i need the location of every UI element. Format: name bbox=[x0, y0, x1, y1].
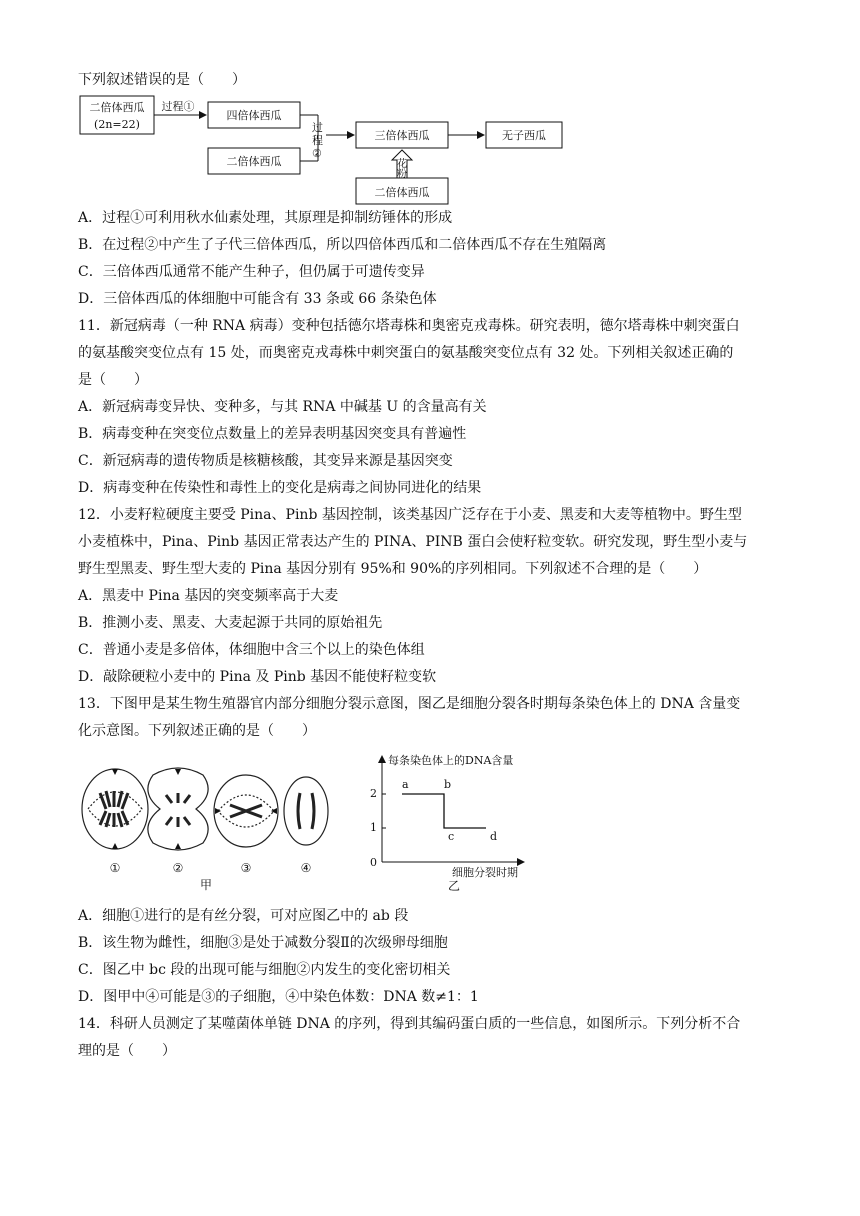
q12-stem-line2: 小麦植株中，Pina、Pinb 基因正常表达产生的 PINA、PINB 蛋白会使籽粒变软。研究发现，野生型小麦与 bbox=[78, 534, 748, 550]
q12-option-b: B．推测小麦、黑麦、大麦起源于共同的原始祖先 bbox=[78, 615, 383, 631]
process1-label: 过程① bbox=[161, 100, 195, 113]
q13-stem-line1: 13．下图甲是某生物生殖器官内部分细胞分裂示意图，图乙是细胞分裂各时期每条染色体上的 DNA 含量变 bbox=[78, 696, 741, 712]
pollen-char2: 粉 bbox=[397, 169, 407, 180]
point-label-d: d bbox=[490, 830, 498, 843]
pollen-char1: 花 bbox=[397, 159, 407, 170]
cell-3-chromosomes bbox=[230, 805, 262, 817]
q12-stem-line1: 12．小麦籽粒硬度主要受 Pina、Pinb 基因控制，该类基因广泛存在于小麦、黑麦和大麦等植物中。野生型 bbox=[78, 507, 742, 523]
q11-stem-line2: 的氨基酸突变位点有 15 处，而奥密克戎毒株中刺突蛋白的氨基酸突变位点有 32 处。下列相关叙述正确的 bbox=[78, 345, 734, 361]
dna-content-line bbox=[402, 794, 486, 828]
q12-stem-line3: 野生型黑麦、野生型大麦的 Pina 基因分别有 95%和 90%的序列相同。下列叙述不合理的是（ ） bbox=[78, 561, 708, 577]
cell-2-label: ② bbox=[172, 861, 184, 875]
q11-option-b: B．病毒变种在突变位点数量上的差异表明基因突变具有普遍性 bbox=[78, 426, 467, 442]
q10-option-b: B．在过程②中产生了子代三倍体西瓜，所以四倍体西瓜和二倍体西瓜不存在生殖隔离 bbox=[78, 237, 607, 253]
cell-1-label: ① bbox=[109, 861, 121, 875]
q13-option-d: D．图甲中④可能是③的子细胞，④中染色体数：DNA 数≠1：1 bbox=[78, 989, 479, 1005]
process2-char3: ② bbox=[312, 147, 322, 160]
cell-2-chromosomes-top bbox=[166, 793, 190, 803]
figure-yi-label: 乙 bbox=[447, 879, 461, 892]
polyploid-breeding-diagram bbox=[78, 92, 568, 206]
q11-stem-line3: 是（ ） bbox=[78, 372, 148, 388]
q13-stem-line2: 化示意图。下列叙述正确的是（ ） bbox=[78, 723, 316, 739]
q10-option-c: C．三倍体西瓜通常不能产生种子，但仍属于可遗传变异 bbox=[78, 264, 425, 280]
cell-4-membrane bbox=[284, 777, 328, 845]
seedless-label: 无子西瓜 bbox=[502, 129, 546, 142]
point-label-b: b bbox=[444, 778, 452, 791]
cell-3-label: ③ bbox=[240, 861, 252, 875]
q10-option-d: D．三倍体西瓜的体细胞中可能含有 33 条或 66 条染色体 bbox=[78, 291, 437, 307]
q11-option-c: C．新冠病毒的遗传物质是核糖核酸，其变异来源是基因突变 bbox=[78, 453, 453, 469]
x-axis-label: 细胞分裂时期 bbox=[452, 866, 518, 879]
cell-1-membrane bbox=[82, 769, 148, 849]
q13-option-c: C．图乙中 bc 段的出现可能与细胞②内发生的变化密切相关 bbox=[78, 962, 451, 978]
q11-option-d: D．病毒变种在传染性和毒性上的变化是病毒之间协同进化的结果 bbox=[78, 480, 482, 496]
q12-option-d: D．敲除硬粒小麦中的 Pina 及 Pinb 基因不能使籽粒变软 bbox=[78, 669, 437, 685]
y-axis-label: 每条染色体上的DNA含量 bbox=[388, 754, 514, 767]
triploid-label: 三倍体西瓜 bbox=[374, 129, 430, 142]
point-label-a: a bbox=[402, 778, 409, 791]
q10-option-a: A．过程①可利用秋水仙素处理，其原理是抑制纺锤体的形成 bbox=[78, 210, 453, 226]
process2-char1: 过 bbox=[312, 121, 323, 134]
q13-option-a: A．细胞①进行的是有丝分裂，可对应图乙中的 ab 段 bbox=[78, 908, 409, 924]
chromosome-note: (2n=22) bbox=[94, 118, 140, 131]
q10-stem: 下列叙述错误的是（ ） bbox=[78, 72, 246, 88]
q13-option-b: B．该生物为雌性，细胞③是处于减数分裂Ⅱ的次级卵母细胞 bbox=[78, 935, 448, 951]
diploid-label: 二倍体西瓜 bbox=[89, 101, 145, 114]
cell-division-figure bbox=[78, 765, 340, 895]
figure-jia-label: 甲 bbox=[199, 878, 213, 892]
point-label-c: c bbox=[448, 830, 455, 843]
q14-stem-line1: 14．科研人员测定了某噬菌体单链 DNA 的序列，得到其编码蛋白质的一些信息，如图所示。下列分析不合 bbox=[78, 1016, 741, 1032]
cell-2-membrane bbox=[148, 768, 208, 850]
q14-stem-line2: 理的是（ ） bbox=[78, 1043, 176, 1059]
y-tick-2: 2 bbox=[370, 787, 377, 800]
q11-option-a: A．新冠病毒变异快、变种多，与其 RNA 中碱基 U 的含量高有关 bbox=[78, 399, 487, 415]
cell-4-label: ④ bbox=[300, 861, 312, 875]
tetraploid-label: 四倍体西瓜 bbox=[226, 109, 282, 122]
diploid3-label: 二倍体西瓜 bbox=[374, 186, 430, 199]
diploid2-label: 二倍体西瓜 bbox=[226, 155, 282, 168]
cell-2-chromosomes-bottom bbox=[166, 817, 190, 827]
dna-content-chart bbox=[362, 752, 532, 892]
process2-char2: 程 bbox=[312, 134, 323, 147]
q11-stem-line1: 11．新冠病毒（一种 RNA 病毒）变种包括德尔塔毒株和奥密克戎毒株。研究表明，德尔塔毒株中刺突蛋白 bbox=[78, 318, 740, 334]
y-tick-1: 1 bbox=[370, 821, 377, 834]
q12-option-c: C．普通小麦是多倍体，体细胞中含三个以上的染色体组 bbox=[78, 642, 425, 658]
cell-4-chromosomes bbox=[298, 793, 314, 829]
y-tick-0: 0 bbox=[370, 856, 377, 869]
q12-option-a: A．黑麦中 Pina 基因的突变频率高于大麦 bbox=[78, 588, 339, 604]
